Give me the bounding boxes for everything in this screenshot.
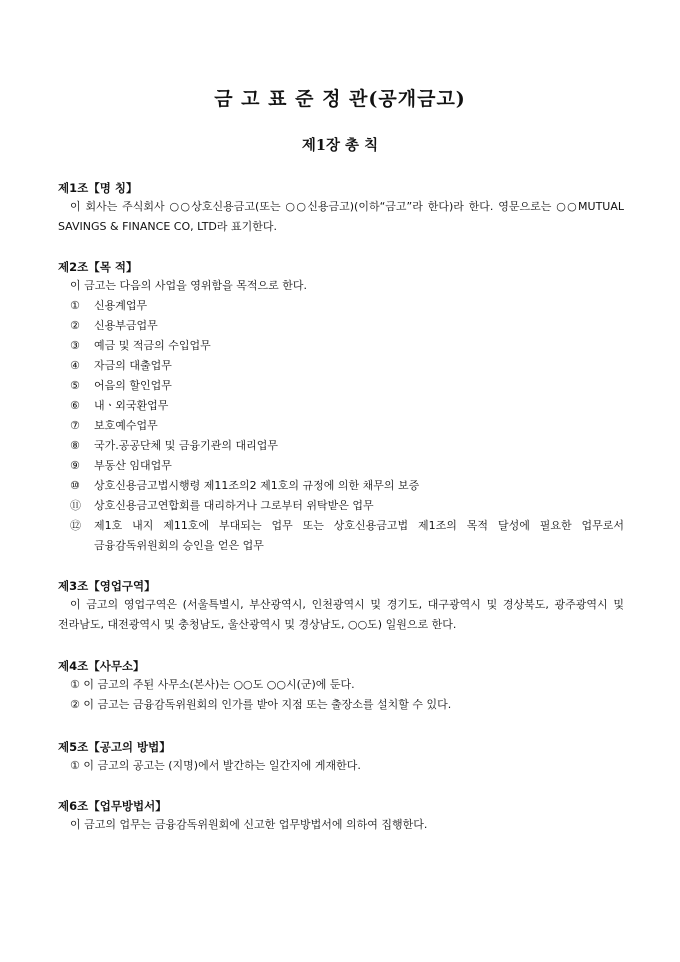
item-text: 보호예수업무 — [94, 419, 158, 432]
list-item — [58, 336, 624, 356]
article-body: 이 금고는 다음의 사업을 영위함을 목적으로 한다. — [70, 279, 307, 292]
list-item — [58, 516, 624, 556]
article-heading: 제4조【사무소】 — [58, 659, 145, 673]
article-6 — [58, 798, 624, 835]
document-title: 금 고 표 준 정 관(공개금고) — [214, 88, 466, 110]
list-item — [58, 496, 624, 516]
item-number: ⑨ — [70, 459, 80, 472]
item-text: 자금의 대출업무 — [94, 359, 172, 372]
item-text: 상호신용금고법시행령 제11조의2 제1호의 규정에 의한 채무의 보증 — [94, 479, 420, 492]
article-body: 이 회사는 주식회사 ○○상호신용금고(또는 ○○신용금고)(이하“금고”라 한다)라 한다. 영문으로는 ○○MUTUAL SAVINGS & FINANCE CO, LTD라 표기한다. — [58, 200, 624, 233]
list-item — [58, 316, 624, 336]
item-number: ⑫ — [70, 519, 81, 532]
list-item — [58, 376, 624, 396]
item-text: 신용부금업무 — [94, 319, 158, 332]
article-heading: 제5조【공고의 방법】 — [58, 740, 171, 754]
clause-line: ① 이 금고의 공고는 (지명)에서 발간하는 일간지에 게재한다. — [70, 759, 361, 772]
item-text: 제1호 내지 제11호에 부대되는 업무 또는 상호신용금고법 제1조의 목적 달성에 필요한 업무로서 금융감독위원회의 승인을 얻은 업무 — [94, 519, 624, 552]
item-number: ⑩ — [70, 479, 80, 492]
article-heading: 제2조【목 적】 — [58, 260, 138, 274]
item-text: 부동산 임대업무 — [94, 459, 172, 472]
chapter-title: 제1장 총 칙 — [301, 137, 379, 154]
item-number: ⑪ — [70, 499, 81, 512]
item-text: 상호신용금고연합회를 대리하거나 그로부터 위탁받은 업무 — [94, 499, 374, 512]
article-3 — [58, 578, 624, 635]
item-number: ② — [70, 319, 80, 332]
item-text: 내ㆍ외국환업무 — [94, 399, 169, 412]
item-text: 예금 및 적금의 수입업무 — [94, 339, 211, 352]
item-text: 어음의 할인업무 — [94, 379, 172, 392]
list-item — [58, 296, 624, 316]
article-heading: 제6조【업무방법서】 — [58, 799, 167, 813]
list-item — [58, 396, 624, 416]
item-number: ④ — [70, 359, 80, 372]
list-item — [58, 416, 624, 436]
list-item — [58, 356, 624, 376]
item-number: ⑦ — [70, 419, 80, 432]
item-number: ⑧ — [70, 439, 80, 452]
item-list — [58, 296, 624, 556]
article-body: 이 금고의 업무는 금융감독위원회에 신고한 업무방법서에 의하여 집행한다. — [70, 818, 428, 831]
clause-line: ② 이 금고는 금융감독위원회의 인가를 받아 지점 또는 출장소를 설치할 수 있다. — [70, 698, 452, 711]
item-text: 신용계업무 — [94, 299, 148, 312]
article-4 — [58, 658, 624, 715]
item-number: ③ — [70, 339, 80, 352]
list-item — [58, 456, 624, 476]
list-item — [58, 436, 624, 456]
article-5 — [58, 739, 624, 776]
item-number: ⑥ — [70, 399, 80, 412]
article-heading: 제3조【영업구역】 — [58, 579, 156, 593]
clause-line: ① 이 금고의 주된 사무소(본사)는 ○○도 ○○시(군)에 둔다. — [70, 678, 355, 691]
list-item — [58, 476, 624, 496]
item-number: ① — [70, 299, 80, 312]
item-text: 국가.공공단체 및 금융기관의 대리업무 — [94, 439, 279, 452]
article-body: 이 금고의 영업구역은 (서울특별시, 부산광역시, 인천광역시 및 경기도, 대구광역시 및 경상북도, 광주광역시 및 전라남도, 대전광역시 및 충청남도, 울산광역시 및 경상남도, ○○도) 일원으로 한다. — [58, 598, 624, 631]
article-2 — [58, 259, 624, 556]
article-1 — [58, 180, 624, 237]
article-heading: 제1조【명 칭】 — [58, 181, 138, 195]
item-number: ⑤ — [70, 379, 80, 392]
